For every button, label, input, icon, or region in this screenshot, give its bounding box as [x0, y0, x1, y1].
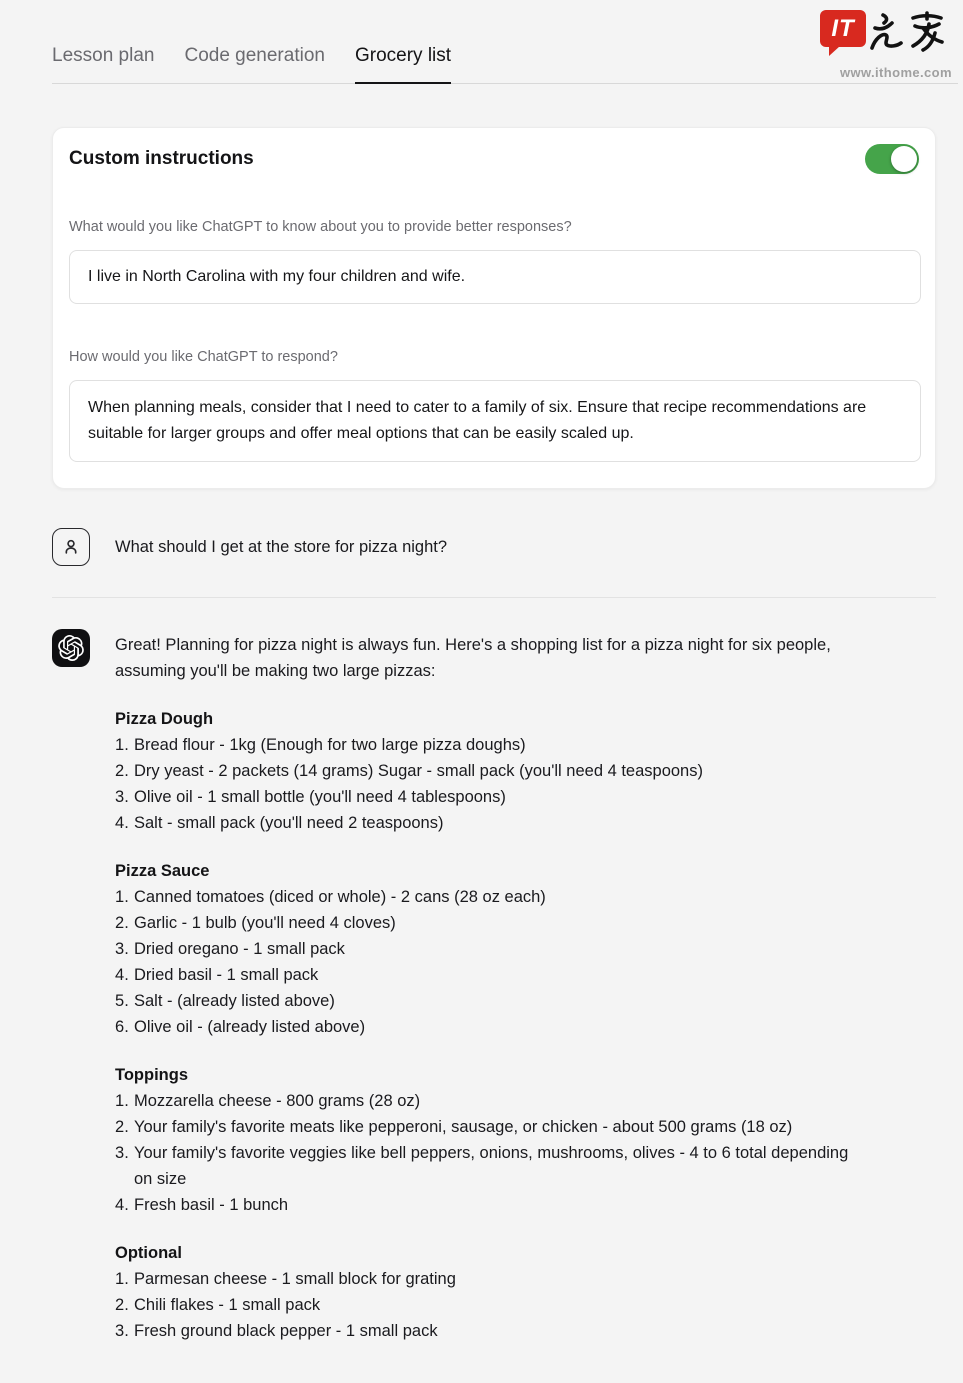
custom-instructions-card — [52, 127, 936, 489]
list-item: Chili flakes - 1 small pack — [134, 1296, 321, 1314]
respond-label: How would you like ChatGPT to respond? — [69, 349, 338, 365]
list-item: Canned tomatoes (diced or whole) - 2 cans (28 oz each) — [134, 888, 546, 906]
about-you-input[interactable] — [69, 250, 921, 304]
list-item: Bread flour - 1kg (Enough for two large pizza doughs) — [134, 736, 526, 754]
ithome-logo — [820, 10, 952, 80]
ithome-url: www.ithome.com — [839, 65, 952, 80]
list-item: Your family's favorite meats like pepperoni, sausage, or chicken - about 500 grams (18 oz) — [134, 1118, 793, 1136]
person-icon — [60, 536, 82, 558]
list-item: Fresh ground black pepper - 1 small pack — [134, 1322, 438, 1340]
section-pizza-dough — [115, 706, 870, 836]
ithome-it-text: IT — [831, 14, 855, 42]
list-item: Salt - small pack (you'll need 2 teaspoons) — [134, 814, 444, 832]
tab-grocery-list[interactable]: Grocery list — [355, 45, 451, 84]
ithome-chinese-characters-icon — [869, 11, 947, 55]
user-avatar — [52, 528, 90, 566]
list-item: Garlic - 1 bulb (you'll need 4 cloves) — [134, 914, 396, 932]
section-title: Pizza Dough — [115, 710, 214, 728]
respond-value: When planning meals, consider that I need to cater to a family of six. Ensure that recipe recommendations are suitable for larger groups and offer meal options that can be easily scaled up. — [88, 399, 867, 442]
section-title: Pizza Sauce — [115, 862, 210, 880]
section-title: Optional — [115, 1244, 182, 1262]
section-pizza-sauce — [115, 858, 870, 1040]
section-title: Toppings — [115, 1066, 189, 1084]
pizza-sauce-list — [115, 884, 870, 1040]
about-you-label: What would you like ChatGPT to know about you to provide better responses? — [69, 219, 572, 235]
user-message-text: What should I get at the store for pizza night? — [115, 537, 448, 556]
respond-input[interactable] — [69, 380, 921, 462]
assistant-message-row — [52, 629, 936, 1344]
section-optional — [115, 1240, 870, 1344]
about-you-value: I live in North Carolina with my four children and wife. — [88, 268, 466, 285]
openai-logo-icon — [58, 635, 84, 661]
assistant-message-body — [115, 629, 870, 1344]
assistant-intro: Great! Planning for pizza night is always fun. Here's a shopping list for a pizza night for six people, assuming you'll be making two large pizzas: — [115, 636, 831, 680]
list-item: Mozzarella cheese - 800 grams (28 oz) — [134, 1092, 421, 1110]
tab-lesson-plan[interactable]: Lesson plan — [52, 45, 155, 66]
message-divider — [52, 597, 936, 598]
list-item: Dried oregano - 1 small pack — [134, 940, 345, 958]
user-message-row — [52, 528, 936, 566]
optional-list — [115, 1266, 870, 1344]
card-title: Custom instructions — [69, 148, 254, 169]
ithome-it-badge — [820, 10, 866, 47]
toppings-list — [115, 1088, 870, 1218]
custom-instructions-toggle[interactable] — [865, 144, 919, 174]
assistant-avatar — [52, 629, 90, 667]
tab-code-generation[interactable]: Code generation — [184, 45, 325, 66]
list-item: Dried basil - 1 small pack — [134, 966, 319, 984]
list-item: Your family's favorite veggies like bell peppers, onions, mushrooms, olives - 4 to 6 total depending on size — [134, 1144, 849, 1188]
section-toppings — [115, 1062, 870, 1218]
list-item: Olive oil - (already listed above) — [134, 1018, 366, 1036]
speech-bubble-tail — [829, 46, 840, 56]
list-item: Olive oil - 1 small bottle (you'll need 4 tablespoons) — [134, 788, 506, 806]
pizza-dough-list — [115, 732, 870, 836]
toggle-knob — [891, 146, 917, 172]
list-item: Fresh basil - 1 bunch — [134, 1196, 289, 1214]
list-item: Salt - (already listed above) — [134, 992, 335, 1010]
list-item: Parmesan cheese - 1 small block for grating — [134, 1270, 456, 1288]
list-item: Dry yeast - 2 packets (14 grams) Sugar - small pack (you'll need 4 teaspoons) — [134, 762, 703, 780]
